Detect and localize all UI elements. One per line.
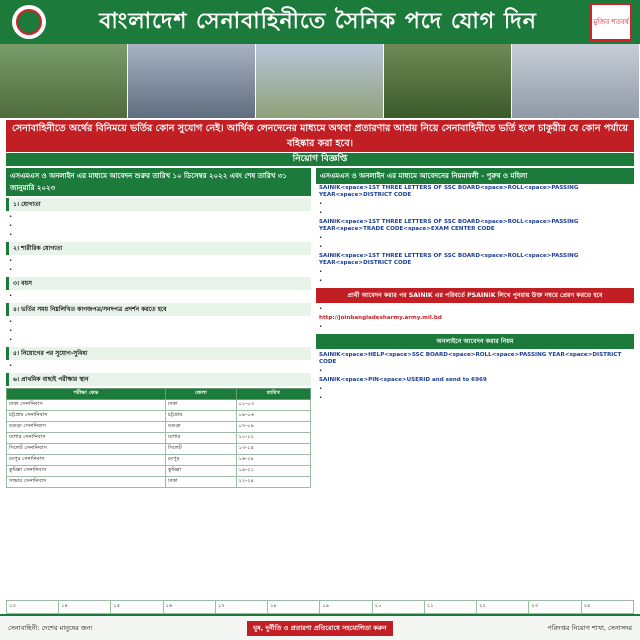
table-row: রংপুর সেনানিবাস রংপুর ১৬-১৮ bbox=[7, 455, 311, 466]
aircraft-photo bbox=[128, 44, 256, 118]
section-heading: ৩। বয়স bbox=[6, 277, 311, 290]
date-table bbox=[6, 600, 634, 614]
table-row: সাভার সেনানিবাস ঢাকা ২২-২৪ bbox=[7, 477, 311, 488]
table-row: বগুড়া সেনানিবাস বগুড়া ০৭-০৯ bbox=[7, 422, 311, 433]
footer-left: সেনাবাহিনী: দেশের মানুষের জন্য bbox=[8, 623, 93, 632]
sms-format: SAINIK<space>HELP<space>SSC BOARD<space>ROLL<space>PASSING YEAR<space>DISTRICT CODE bbox=[319, 352, 622, 365]
sms-format: SAINIK<space>PIN<space>USERID and send to 6969 bbox=[319, 377, 487, 383]
photo-strip bbox=[0, 44, 640, 118]
tank-photo bbox=[0, 44, 128, 118]
footer-notice: ঘুষ, দুর্নীতি ও প্রতারণা প্রতিরোধে সহযোগিতা করুন bbox=[247, 621, 393, 636]
header bbox=[0, 0, 640, 44]
mujib-centenary-logo: মুজিব শতবর্ষ bbox=[590, 3, 632, 41]
section-heading: ৫। নিয়োগের পর সুযোগ-সুবিধা bbox=[6, 347, 311, 360]
table-header: তারিখ bbox=[236, 389, 310, 400]
parade-photo bbox=[256, 44, 384, 118]
section-heading: ২। শারীরিক যোগ্যতা bbox=[6, 242, 311, 255]
exam-center-table bbox=[6, 388, 311, 488]
army-emblem-icon bbox=[12, 5, 46, 39]
section-heading: ৬। প্রাথমিক বাছাই পরীক্ষার স্থান bbox=[6, 373, 311, 386]
sms-format: SAINIK<space>1ST THREE LETTERS OF SSC BOARD<space>ROLL<space>PASSING YEAR<space>TRADE CODE<space>EXAM CENTER CODE bbox=[319, 219, 579, 232]
soldiers-photo bbox=[384, 44, 512, 118]
table-row: কুমিল্লা সেনানিবাস কুমিল্লা ১৯-২১ bbox=[7, 466, 311, 477]
table-row: ঢাকা সেনানিবাস ঢাকা ০১-০৩ bbox=[7, 400, 311, 411]
table-row: ১৩ ১৪ ১৫ ১৬ ১৭ ১৮ ১৯ ২০ ২১ ২২ ২৩ ২৪ bbox=[7, 601, 634, 614]
right-column: এসএমএস ও অনলাইন এর মাধ্যমে আবেদনের নিয়মাবলী - পুরুষ ও মহিলা SAINIK<space>1ST THREE LETTERS OF SSC BOARD<space>ROLL<space>PASSING YEAR<space>DISTRICT CODE • • SAINIK<space>1ST THREE LETTERS OF SSC BOARD<space>ROLL<space>PASSING YEAR<space>TRADE CODE<space>EXAM CENTER CODE • • SAINIK<space>1ST THREE LETTERS OF SSC BOARD<space>ROLL<space>PASSING YEAR<space>DISTRICT CODE • • প্রার্থী আবেদন করার পর SAINIK এর পরিবর্তে PSAINIK লিখে পুনরায় উক্ত নম্বরে প্রেরণ করতে হবে • http://joinbangladesharmy.army.mil.bd • অনলাইনে আবেদন করার নিয়ম SAINIK<space>HELP<space>SSC BOARD<space>ROLL<space>PASSING YEAR<space>DISTRICT CODE • SAINIK<space>PIN<space>USERID and send to 6969 • • bbox=[316, 168, 634, 600]
red-notice: প্রার্থী আবেদন করার পর SAINIK এর পরিবর্তে PSAINIK লিখে পুনরায় উক্ত নম্বরে প্রেরণ করতে হবে bbox=[316, 288, 634, 303]
website-link[interactable]: http://joinbangladesharmy.army.mil.bd bbox=[319, 315, 442, 321]
green-notice: অনলাইনে আবেদন করার নিয়ম bbox=[316, 334, 634, 349]
sms-format: SAINIK<space>1ST THREE LETTERS OF SSC BOARD<space>ROLL<space>PASSING YEAR<space>DISTRICT CODE bbox=[319, 253, 579, 266]
page-title: বাংলাদেশ সেনাবাহিনীতে সৈনিক পদে যোগ দিন bbox=[99, 8, 537, 34]
table-header: পরীক্ষা কেন্দ্র bbox=[7, 389, 166, 400]
table-row: সিলেট সেনানিবাস সিলেট ১৩-১৫ bbox=[7, 444, 311, 455]
right-column-head: এসএমএস ও অনলাইন এর মাধ্যমে আবেদনের নিয়মাবলী - পুরুষ ও মহিলা bbox=[316, 168, 634, 184]
table-row: যশোর সেনানিবাস যশোর ১০-১২ bbox=[7, 433, 311, 444]
sms-format: SAINIK<space>1ST THREE LETTERS OF SSC BOARD<space>ROLL<space>PASSING YEAR<space>DISTRICT CODE bbox=[319, 185, 579, 198]
table-row: চট্টগ্রাম সেনানিবাস চট্টগ্রাম ০৪-০৬ bbox=[7, 411, 311, 422]
footer-right: পরিদপ্তর নিয়োগ শাখা, সেনাসদর bbox=[547, 623, 632, 632]
table-header: জেলা bbox=[165, 389, 236, 400]
left-column-head: এসএমএস ও অনলাইন এর মাধ্যমে আবেদন শুরুর তারিখ ১০ ডিসেম্বর ২০২২ এবং শেষ তারিখ ৩১ জানুয়ারি ২০২৩ bbox=[6, 168, 311, 196]
notice-title: নিয়োগ বিজ্ঞপ্তি bbox=[6, 153, 634, 166]
un-vehicle-photo bbox=[512, 44, 640, 118]
footer bbox=[0, 614, 640, 640]
section-heading: ১। যোগ্যতা bbox=[6, 198, 311, 211]
warning-banner: সেনাবাহিনীতে অর্থের বিনিময়ে ভর্তির কোন সুযোগ নেই। আর্থিক লেনদেনের মাধ্যমে অথবা প্রতারণার আশ্রয় নিয়ে সেনাবাহিনীতে ভর্তি হলে চাকুরীর যে কোন পর্যায়ে বহিষ্কার করা হবে। bbox=[6, 120, 634, 152]
left-column: এসএমএস ও অনলাইন এর মাধ্যমে আবেদন শুরুর তারিখ ১০ ডিসেম্বর ২০২২ এবং শেষ তারিখ ৩১ জানুয়ারি ২০২৩ ১। যোগ্যতা • • • ২। শারীরিক যোগ্যতা • • ৩। বয়স • ৪। ভর্তির সময় নিম্নলিখিত কাগজপত্র/সনদপত্র প্রদর্শন করতে হবে • • • ৫। নিয়োগের পর সুযোগ-সুবিধা • ৬। প্রাথমিক বাছাই পরীক্ষার স্থান পরীক্ষা কেন্দ্র জেলা তারিখ ঢাকা সেনানিবাস ঢাকা ০১-০৩ চট্টগ্রাম সেনানিবাস চট্টগ্রাম ০৪-০৬ বগুড়া সেনানিবাস বগুড়া ০৭-০৯ যশোর সেনানিবাস যশোর ১০-১২ সিলেট সেনানিবাস সিলেট ১৩-১৫ রংপুর সেনানিবাস রংপুর ১৬-১৮ কুমিল্লা সেনানিবাস কুমিল্লা ১৯-২১ সাভার সেনানিবাস ঢাকা ২২-২৪ bbox=[6, 168, 311, 600]
section-heading: ৪। ভর্তির সময় নিম্নলিখিত কাগজপত্র/সনদপত্র প্রদর্শন করতে হবে bbox=[6, 303, 311, 316]
